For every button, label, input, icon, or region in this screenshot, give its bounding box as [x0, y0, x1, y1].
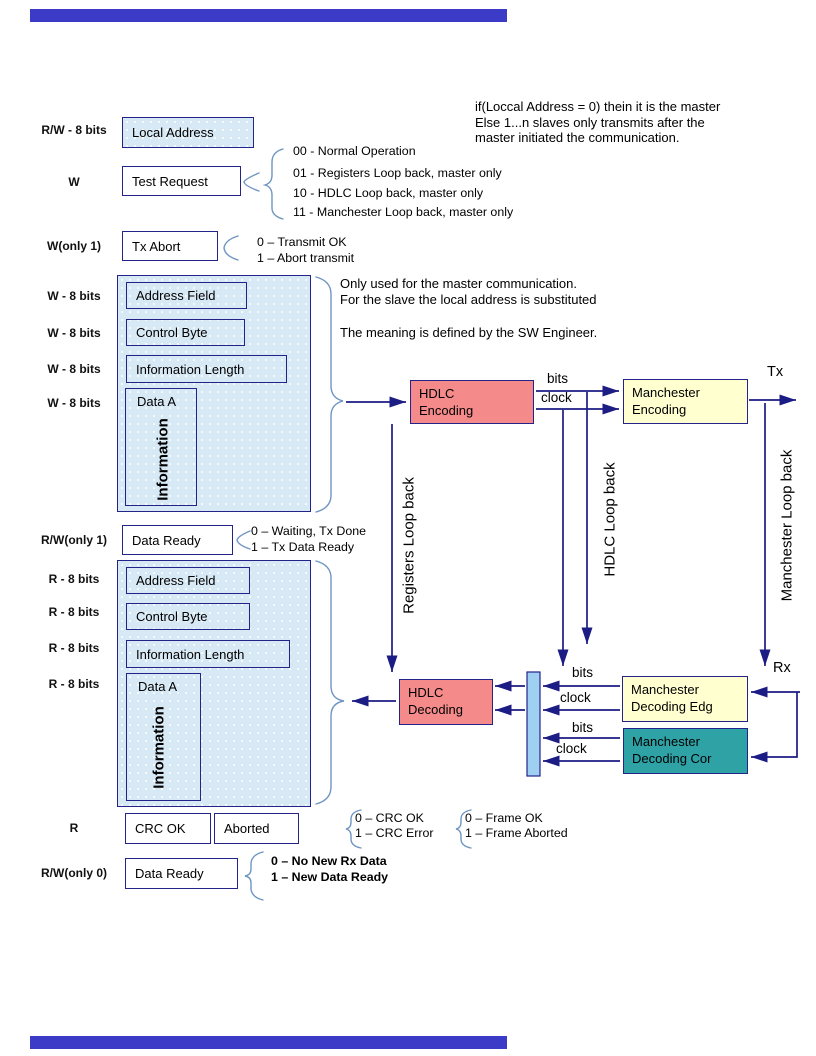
- access-label: R - 8 bits: [48, 605, 100, 619]
- data-ready-tx-option: 1 – Tx Data Ready: [251, 540, 355, 554]
- rx-address-field-register: Address Field: [126, 567, 250, 594]
- test-request-option: 01 - Registers Loop back, master only: [293, 166, 502, 180]
- tx-label: Tx: [767, 364, 784, 380]
- clock-label-top: clock: [541, 390, 572, 405]
- clock-label-cor: clock: [556, 741, 587, 756]
- crc-option: 0 – CRC OK: [355, 811, 424, 825]
- tx-information-vertical-label: Information: [154, 418, 172, 501]
- test-request-connector-brace: [244, 173, 259, 191]
- access-label: W - 8 bits: [47, 396, 101, 410]
- clock-label-edg: clock: [560, 690, 591, 705]
- rx-label: Rx: [773, 660, 791, 676]
- access-label: R - 8 bits: [48, 641, 100, 655]
- access-label: R/W(only 0): [41, 866, 107, 880]
- rx-information-vertical-label: Information: [150, 706, 168, 789]
- tx-abort-register: Tx Abort: [122, 231, 218, 261]
- bits-label-edg: bits: [572, 665, 594, 680]
- manchester-decoding-cor-block: [623, 728, 748, 774]
- note-line: Else 1...n slaves only transmits after the: [475, 114, 705, 130]
- hdlc-loopback-label: HDLC Loop back: [601, 462, 619, 577]
- manchester-loopback-label: Manchester Loop back: [778, 449, 796, 602]
- block-line: Manchester: [632, 385, 700, 400]
- local-address-register: Local Address: [122, 117, 254, 148]
- local-address-note: [475, 99, 720, 146]
- frame-option: 1 – Frame Aborted: [465, 826, 568, 840]
- tx-data-label: Data A: [137, 394, 177, 409]
- access-label: R/W - 8 bits: [41, 123, 107, 137]
- access-label: R - 8 bits: [48, 677, 100, 691]
- bits-label-cor: bits: [572, 720, 594, 735]
- tx-abort-brace: [224, 236, 238, 260]
- data-ready-rx-option: 0 – No New Rx Data: [271, 854, 387, 868]
- block-line: Manchester: [632, 734, 700, 749]
- block-line: Decoding: [408, 701, 463, 717]
- rx-information-length-register: Information Length: [126, 640, 290, 668]
- test-request-register: Test Request: [122, 166, 241, 196]
- note-line: if(Loccal Address = 0) thein it is the master: [475, 99, 721, 114]
- manchester-decoding-edge-block: [622, 676, 748, 722]
- data-ready-tx-brace: [237, 531, 250, 549]
- access-label: W - 8 bits: [47, 289, 101, 303]
- test-request-options-brace: [265, 149, 283, 219]
- note-line: Only used for the master communication.: [340, 276, 577, 291]
- hdlc-decoding-block: [399, 679, 493, 725]
- crc-option: 1 – CRC Error: [355, 826, 434, 840]
- rx-data-label: Data A: [138, 679, 178, 694]
- block-line: Encoding: [419, 402, 474, 418]
- block-line: HDLC: [408, 685, 444, 700]
- access-label: W: [68, 175, 80, 189]
- note-line: For the slave the local address is substituted: [340, 291, 597, 307]
- aborted-register: Aborted: [214, 813, 299, 844]
- access-label: W - 8 bits: [47, 326, 101, 340]
- block-line: Decoding Edg: [631, 698, 713, 714]
- data-ready-rx-option: 1 – New Data Ready: [271, 870, 389, 884]
- hdlc-encoding-block: [410, 380, 534, 424]
- test-request-option: 10 - HDLC Loop back, master only: [293, 186, 484, 200]
- registers-loopback-label: Registers Loop back: [400, 477, 418, 614]
- tx-abort-option: 1 – Abort transmit: [257, 251, 355, 265]
- tx-frame-brace: [316, 277, 343, 512]
- block-line: Encoding: [632, 401, 687, 417]
- tx-information-length-register: Information Length: [126, 355, 287, 383]
- access-label: R: [69, 821, 79, 835]
- data-ready-tx-register: Data Ready: [122, 525, 233, 555]
- data-ready-rx-register: Data Ready: [125, 858, 238, 889]
- rx-to-cor-arrow: [751, 692, 797, 757]
- block-line: Decoding Cor: [632, 750, 712, 766]
- rx-frame-brace: [316, 561, 344, 804]
- tx-abort-option: 0 – Transmit OK: [257, 235, 347, 249]
- block-line: HDLC: [419, 386, 455, 401]
- master-comm-note: [340, 276, 597, 307]
- crc-ok-register: CRC OK: [125, 813, 211, 844]
- bits-label-top: bits: [547, 371, 569, 386]
- access-label: W(only 1): [47, 239, 101, 253]
- sw-meaning-note: The meaning is defined by the SW Engineer.: [340, 325, 598, 340]
- tx-address-field-register: Address Field: [126, 282, 247, 309]
- access-label: R/W(only 1): [41, 533, 107, 547]
- frame-option: 0 – Frame OK: [465, 811, 543, 825]
- data-ready-tx-option: 0 – Waiting, Tx Done: [251, 524, 367, 538]
- tx-control-byte-register: Control Byte: [126, 319, 245, 346]
- block-line: Manchester: [631, 682, 699, 697]
- rx-mux-bar: [527, 672, 540, 776]
- rx-control-byte-register: Control Byte: [126, 603, 250, 630]
- access-label: W - 8 bits: [47, 362, 101, 376]
- test-request-option: 00 - Normal Operation: [293, 144, 416, 158]
- data-ready-rx-brace: [245, 852, 263, 900]
- access-label: R - 8 bits: [48, 572, 100, 586]
- test-request-option: 11 - Manchester Loop back, master only: [293, 205, 514, 219]
- note-line: master initiated the communication.: [475, 130, 680, 146]
- manchester-encoding-block: [623, 379, 748, 424]
